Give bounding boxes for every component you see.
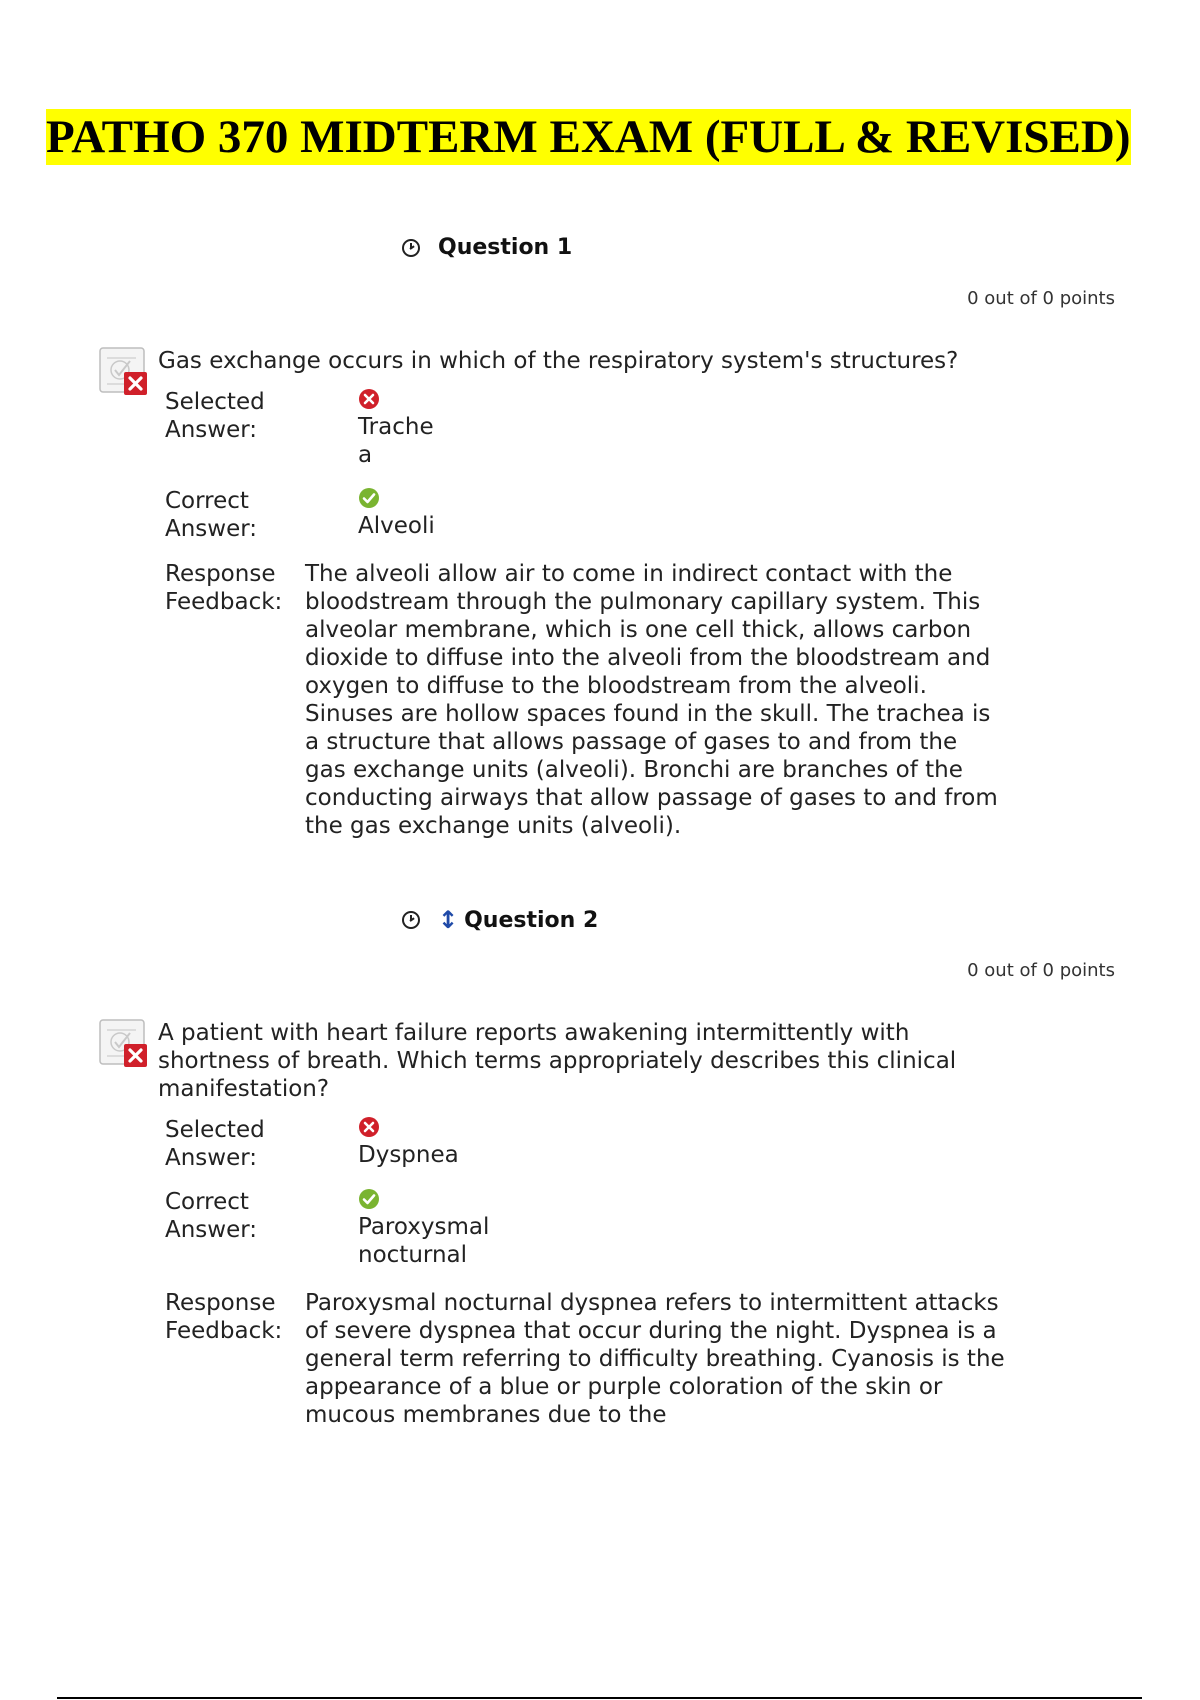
- question-2-label: Question 2: [464, 907, 599, 933]
- correct-icon: [358, 1188, 380, 1210]
- page-bottom-rule: [57, 1697, 1142, 1699]
- clock-icon: [402, 239, 420, 257]
- question-1-label: Question 1: [438, 235, 573, 260]
- selected-answer-label: Selected Answer:: [165, 1117, 265, 1171]
- response-feedback-label: Response Feedback:: [165, 561, 283, 615]
- incorrect-question-icon: [98, 346, 150, 398]
- incorrect-icon: [358, 388, 380, 410]
- selected-answer-value: Trache a: [358, 388, 478, 469]
- correct-answer-label: Correct Answer:: [165, 1189, 258, 1243]
- sort-arrow-icon: ↕: [438, 906, 459, 934]
- correct-answer-value: Alveoli: [358, 487, 478, 540]
- selected-answer-label: Selected Answer:: [165, 389, 265, 443]
- response-feedback-text: Paroxysmal nocturnal dyspnea refers to intermittent attacks of severe dyspnea that occur during the night. Dyspnea is a general term referring to difficulty breathing. Cyanosis is the appearance of a blue or purple coloration of the skin or mucous membranes due to the: [305, 1290, 1005, 1428]
- clock-icon: [402, 911, 420, 929]
- question-1-points: 0 out of 0 points: [967, 288, 1115, 309]
- selected-answer-value: Dyspnea: [358, 1116, 478, 1169]
- exam-title-text: PATHO 370 MIDTERM EXAM (FULL & REVISED): [46, 111, 1131, 163]
- response-feedback-text: The alveoli allow air to come in indirect contact with the bloodstream through the pulmonary capillary system. This alveolar membrane, which is one cell thick, allows carbon dioxide to diffuse into the alveoli from the bloodstream and oxygen to diffuse to the bloodstream from the alveoli. Sinuses are hollow spaces found in the skull. The trachea is a structure that allows passage of gases to and from the gas exchange units (alveoli). Bronchi are branches of the conducting airways that allow passage of gases to and from the gas exchange units (alveoli).: [305, 561, 998, 839]
- question-2-heading: [402, 906, 598, 934]
- incorrect-icon: [358, 1116, 380, 1138]
- response-feedback-label: Response Feedback:: [165, 1290, 283, 1344]
- question-2-text: A patient with heart failure reports awakening intermittently with shortness of breath. Which terms appropriately describes this clinical manifestation?: [158, 1020, 957, 1102]
- correct-answer-value: Paroxysmal nocturnal: [358, 1188, 558, 1269]
- exam-title: [46, 108, 1131, 166]
- question-2-points: 0 out of 0 points: [967, 960, 1115, 981]
- incorrect-question-icon: [98, 1018, 150, 1070]
- correct-icon: [358, 487, 380, 509]
- question-1-heading: [402, 235, 572, 260]
- correct-answer-label: Correct Answer:: [165, 488, 258, 542]
- question-1-text: Gas exchange occurs in which of the respiratory system's structures?: [158, 348, 959, 374]
